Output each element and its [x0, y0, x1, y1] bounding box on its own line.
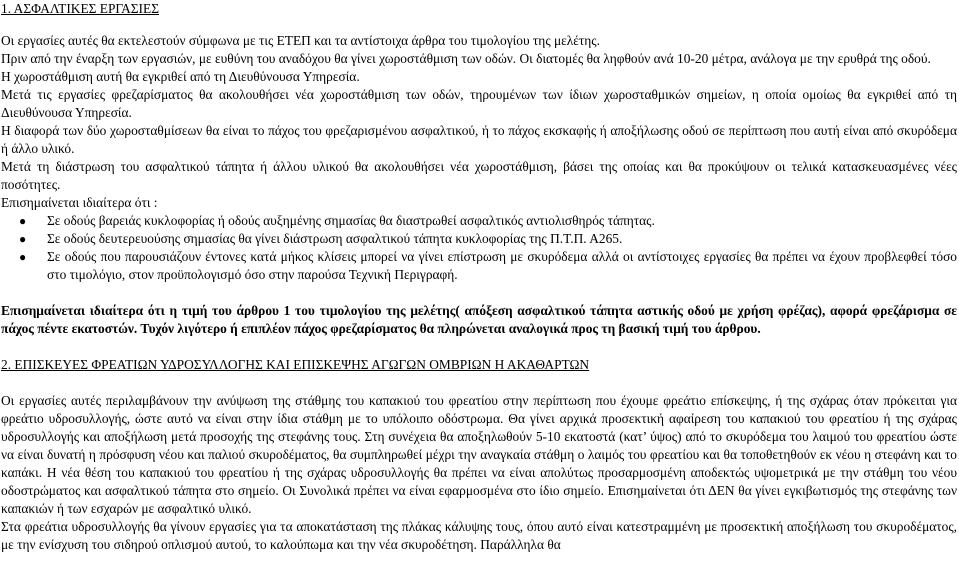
section-2-paragraph: Στα φρεάτια υδροσυλλογής θα γίνουν εργασίες για τα αποκατάσταση της πλάκας κάλυψης τους, όπου αυτό είναι κατεστραμμένη με προσεκτική αποξήλωση του σκυροδέματος, με την ενίσχυση του σιδηρού οπλισμού αυτού, το καλούπωμα και την νέα σκυροδέτηση. Παράλληλα θα [1, 519, 957, 552]
section-1-paragraph: Οι εργασίες αυτές θα εκτελεστούν σύμφωνα με τις ΕΤΕΠ και τα αντίστοιχα άρθρα του τιμολογίου της μελέτης. [1, 33, 600, 48]
text-run: Συνολικά [299, 483, 351, 498]
section-1-paragraph: Η διαφορά των δύο χωροσταθμίσεων θα είναι το πάχος του φρεζαρισμένου ασφαλτικού, ή το πάχος εκσκαφής ή αποξήλωσης οδού σε περίπτωση που αυτή είναι από σκυρόδεμα ή άλλο υλικό. [1, 123, 957, 156]
section-1-paragraph: Μετά τις εργασίες φρεζαρίσματος θα ακολουθήσει νέα χωροστάθμιση των οδών, τηρουμένων των ίδιων χωροσταθμικών σημείων, η οποία ομοίως θα εγκριθεί από τη Διευθύνουσα Υπηρεσία. [1, 87, 957, 120]
bullet-icon: ● [19, 250, 27, 264]
section-1-paragraph: Μετά τη διάστρωση του ασφαλτικού τάπητα ή άλλου υλικού θα ακολουθήσει νέα χωροστάθμιση, βάσει της οποίας και θα προκύψουν οι τελικά κατασκευασμένες νέες ποσότητες. [1, 159, 957, 192]
bullet-icon: ● [19, 214, 27, 228]
spacer [1, 284, 957, 302]
section-2-paragraph [1, 392, 957, 518]
list-item [1, 212, 957, 230]
text-run: πρέπει να είναι εφαρμοσμένα στο ίδιο σημείο. Επισημαίνεται ότι [350, 483, 709, 498]
list-item [1, 248, 957, 284]
section-1-heading: 1. ΑΣΦΑΛΤΙΚΕΣ ΕΡΓΑΣΙΕΣ [1, 1, 159, 16]
list-item-text: Σε οδούς που παρουσιάζουν έντονες κατά μήκος κλίσεις μπορεί να γίνει επίστρωση με σκυρόδεμα αλλά οι αντίστοιχες εργασίες θα πρέπει να έχουν προβλεφθεί τόσο στο τιμολόγιο, στον προϋπολογισμό όσο στην παρούσα Τεχνική Περιγραφή. [47, 249, 957, 282]
emphasis-intro: Επισημαίνεται ιδιαίτερα ότι : [1, 195, 158, 210]
text-run: ΔΕΝ [708, 483, 735, 498]
section-1-paragraph: Η χωροστάθμιση αυτή θα εγκριθεί από τη Διευθύνουσα Υπηρεσία. [1, 69, 360, 84]
list-item-text: Σε οδούς δευτερευούσης σημασίας θα γίνει διάστρωση ασφαλτικού τάπητα κυκλοφορίας της Π.Τ.Π. Α265. [47, 231, 623, 246]
bullet-icon: ● [19, 232, 27, 246]
list-item [1, 230, 957, 248]
text-run: θα γίνει εγκιβωτισμός της στεφάνης των καπακιών ή των εσχαρών με ασφαλτικό υλικό. [1, 483, 957, 516]
section-2-heading: 2. ΕΠΙΣΚΕΥΕΣ ΦΡΕΑΤΙΩΝ ΥΔΡΟΣΥΛΛΟΓΗΣ ΚΑΙ ΕΠΙΣΚΕΨΗΣ ΑΓΩΓΩΝ ΟΜΒΡΙΩΝ Η ΑΚΑΘΑΡΤΩΝ [1, 357, 590, 372]
spacer [1, 374, 957, 392]
text-run: Οι εργασίες αυτές περιλαμβάνουν την ανύψωση της στάθμης του καπακιού του φρεατίου στην περίπτωση που έχουμε φρεάτιο επίσκεψης, ή της σχάρας όταν πρόκειται για φρεάτιο υδροσυλλογής, ώστε αυτό να είναι στην ίδια στάθμη με το υπόλοιπο οδόστρωμα. Θα γίνει αρχικά προσεκτική αφαίρεση του καπακιού του φρεατίου ή της σχάρας υδροσυλλογής και αποξήλωση μετά προσοχής της στεφάνης τους. Στη συνέχεια θα αποξηλωθούν 5-10 εκατοστά (κατ’ ύψος) από το σκυρόδεμα του λαιμού του φρεατίου ώστε να είναι δυνατή η πρόσφυση νέου και παλιού σκυροδέματος, θα συμπληρωθεί μέχρι την αναγκαία στάθμη ο λαιμός του φρεατίου και θα τοποθετηθούν εκ νέου η στεφάνη και το καπάκι. Η νέα θέση του καπακιού του φρεατίου ή της σχάρας υδροσυλλογής θα πρέπει να είναι απολύτως προσαρμοσμένη αποδεκτώς υψομετρικά με την στάθμη του νέου οδοστρώματος και ασφαλτικού τάπητα στο σημείο. Οι [1, 393, 957, 498]
list-item-text: Σε οδούς βαρειάς κυκλοφορίας ή οδούς αυξημένης σημασίας θα διαστρωθεί ασφαλτικός αντιολισθηρός τάπητας. [47, 213, 655, 228]
bold-note: Επισημαίνεται ιδιαίτερα ότι η τιμή του άρθρου 1 του τιμολογίου της μελέτης( απόξεση ασφαλτικού τάπητα αστικής οδού με χρήση φρέζας), αφορά φρεζάρισμα σε πάχος πέντε εκατοστών. Τυχόν λιγότερο ή επιπλέον πάχος φρεζαρίσματος θα πληρώνεται αναλογικά προς τη βασική τιμή του άρθρου. [1, 303, 957, 336]
spacer [1, 338, 957, 356]
bullet-list [1, 212, 957, 284]
spacer [1, 18, 957, 26]
section-1-paragraph: Πριν από την έναρξη των εργασιών, με ευθύνη του αναδόχου θα γίνει χωροστάθμιση των οδών. Οι διατομές θα ληφθούν ανά 10-20 μέτρα, ανάλογα με την ερυθρά της οδού. [1, 51, 931, 66]
